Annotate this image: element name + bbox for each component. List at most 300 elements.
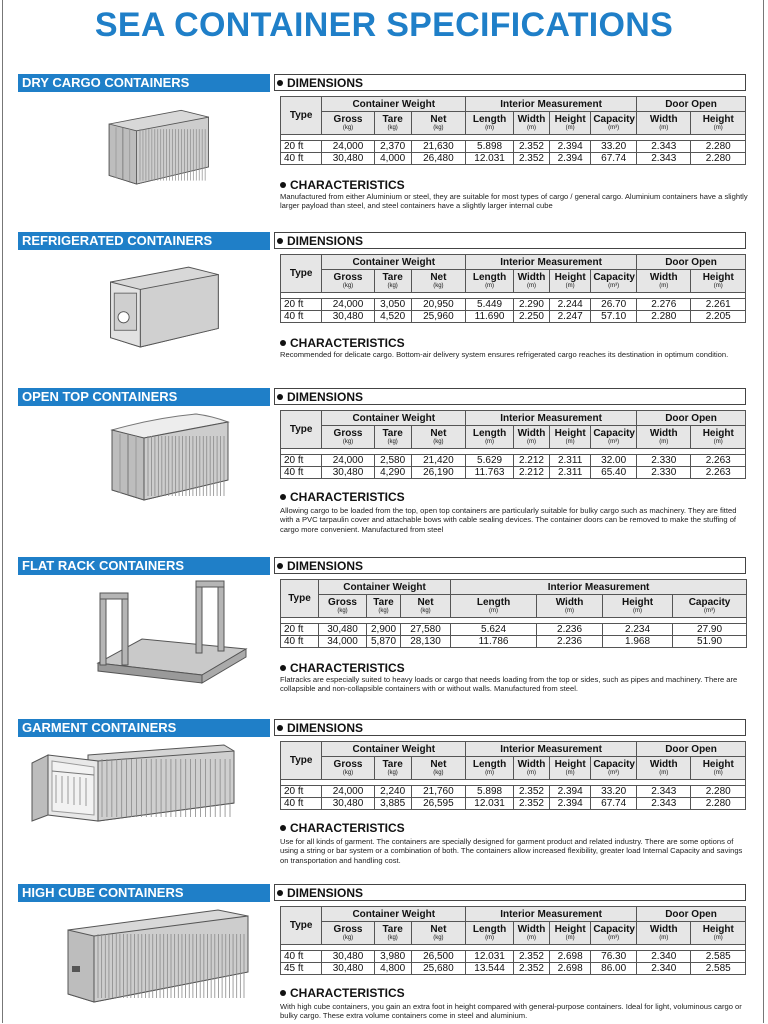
cell-length: 12.031: [466, 951, 514, 963]
col-height: [549, 270, 590, 293]
col-net: [411, 757, 465, 780]
container-section: [18, 74, 748, 214]
unit-label: (kg): [387, 438, 398, 445]
col-type: Type: [281, 580, 319, 618]
table-row: [281, 311, 746, 323]
cell-net: 28,130: [401, 636, 451, 648]
col-width-label: Width: [517, 758, 546, 770]
characteristics-label: CHARACTERISTICS: [290, 986, 405, 1000]
cell-capacity: 76.30: [591, 951, 637, 963]
characteristics-text: With high cube containers, you gain an extra foot in height compared with general-purpose containers. Ideal for light, voluminous cargo or bulky cargo. These extra volume containers come in steel and aluminium.: [280, 1002, 742, 1021]
col-width: [514, 270, 550, 293]
characteristics-label: CHARACTERISTICS: [290, 336, 405, 350]
unit-label: (kg): [342, 124, 354, 131]
col-gross: [322, 426, 374, 449]
spec-table: [280, 254, 746, 323]
cell-length: 13.544: [466, 963, 514, 975]
col-type: Type: [281, 255, 322, 293]
col-height-label: Height: [554, 923, 586, 935]
col-net-label: Net: [430, 758, 447, 770]
unit-label: (kg): [337, 607, 348, 614]
container-section: [18, 557, 748, 697]
table-row: [281, 624, 747, 636]
characteristics-heading: [280, 661, 405, 675]
unit-label: (m): [526, 282, 536, 289]
characteristics-label: CHARACTERISTICS: [290, 661, 405, 675]
group-interior-measurement: Interior Measurement: [466, 255, 637, 270]
cell-height: 2.698: [549, 963, 590, 975]
cell-net: 21,420: [411, 455, 465, 467]
unit-label: (m): [485, 282, 495, 289]
unit-label: (kg): [342, 934, 354, 941]
col-door-height-label: Height: [702, 758, 734, 770]
cell-gross: 30,480: [322, 311, 374, 323]
col-net: [411, 270, 465, 293]
table-row: [281, 963, 746, 975]
unit-label: (m³): [704, 607, 716, 614]
col-door-width: [637, 757, 691, 780]
col-length: [466, 426, 514, 449]
cell-height: 2.311: [549, 467, 590, 479]
cell-height: 2.247: [549, 311, 590, 323]
unit-label: (m): [565, 607, 575, 614]
col-length: [466, 270, 514, 293]
col-net: [411, 922, 465, 945]
group-container-weight: Container Weight: [322, 97, 466, 112]
characteristics-heading: [280, 178, 405, 192]
cell-door-height: 2.263: [691, 455, 746, 467]
col-length: [466, 922, 514, 945]
col-tare-label: Tare: [382, 427, 403, 439]
table-row: [281, 141, 746, 153]
unit-label: (m): [526, 934, 536, 941]
unit-label: (kg): [420, 607, 431, 614]
characteristics-text: Allowing cargo to be loaded from the top, open top containers are particularly suitable for bulky cargo such as machinery. They are fitted with a PVC tarpaulin cover and attachable bows with cable sealing devices. The container doors can be removed to make the stuffing of cargo more convenient. Manufactured from steel: [280, 506, 737, 534]
col-gross: [322, 112, 374, 135]
cell-type: 20 ft: [281, 141, 322, 153]
cell-capacity: 51.90: [673, 636, 747, 648]
cell-length: 5.629: [466, 455, 514, 467]
cell-net: 27,580: [401, 624, 451, 636]
cell-length: 11.786: [451, 636, 537, 648]
group-interior-measurement: Interior Measurement: [466, 411, 637, 426]
cell-door-width: 2.280: [637, 311, 691, 323]
col-net: [411, 112, 465, 135]
col-capacity-label: Capacity: [593, 758, 635, 770]
bullet-icon: [280, 182, 286, 188]
group-interior-measurement: Interior Measurement: [466, 907, 637, 922]
col-width-label: Width: [555, 596, 584, 608]
col-door-width-label: Width: [649, 758, 678, 770]
bullet-icon: [277, 80, 283, 86]
col-capacity-label: Capacity: [593, 427, 635, 439]
cell-length: 12.031: [466, 798, 514, 810]
col-door-width-label: Width: [649, 271, 678, 283]
col-width: [514, 426, 550, 449]
cell-width: 2.352: [514, 153, 550, 165]
col-door-height-label: Height: [702, 271, 734, 283]
cell-length: 5.898: [466, 786, 514, 798]
unit-label: (m): [659, 934, 669, 941]
cell-width: 2.212: [514, 467, 550, 479]
cell-net: 25,680: [411, 963, 465, 975]
cell-door-height: 2.280: [691, 798, 746, 810]
col-length: [451, 595, 537, 618]
cell-gross: 24,000: [322, 299, 374, 311]
col-width-label: Width: [517, 113, 546, 125]
col-width: [514, 757, 550, 780]
cell-tare: 3,885: [374, 798, 411, 810]
bullet-icon: [277, 563, 283, 569]
col-length: [466, 112, 514, 135]
unit-label: (m): [485, 438, 495, 445]
group-door-open: Door Open: [637, 97, 746, 112]
col-capacity: [673, 595, 747, 618]
cell-type: 40 ft: [281, 798, 322, 810]
cell-gross: 30,480: [322, 798, 374, 810]
dimensions-label: DIMENSIONS: [287, 886, 364, 900]
container-illustration: [48, 906, 254, 1013]
section-header: OPEN TOP CONTAINERS: [18, 388, 270, 406]
unit-label: (m): [565, 934, 575, 941]
col-gross-label: Gross: [333, 427, 363, 439]
cell-width: 2.236: [537, 624, 603, 636]
cell-capacity: 27.90: [673, 624, 747, 636]
cell-net: 26,190: [411, 467, 465, 479]
group-container-weight: Container Weight: [322, 255, 466, 270]
col-height-label: Height: [554, 271, 586, 283]
cell-tare: 4,290: [374, 467, 411, 479]
unit-label: (m): [659, 282, 669, 289]
cell-height: 2.698: [549, 951, 590, 963]
cell-door-height: 2.205: [691, 311, 746, 323]
col-tare: [374, 922, 411, 945]
unit-label: (kg): [433, 934, 444, 941]
unit-label: (m): [485, 934, 495, 941]
col-length-label: Length: [472, 758, 507, 770]
col-gross: [322, 270, 374, 293]
col-width-label: Width: [517, 923, 546, 935]
cell-type: 20 ft: [281, 299, 322, 311]
cell-type: 40 ft: [281, 467, 322, 479]
cell-net: 21,630: [411, 141, 465, 153]
page-title: SEA CONTAINER SPECIFICATIONS: [94, 6, 674, 44]
unit-label: (m): [659, 124, 669, 131]
bullet-icon: [280, 665, 286, 671]
col-door-height-label: Height: [702, 113, 734, 125]
col-tare: [367, 595, 401, 618]
col-type: Type: [281, 907, 322, 945]
cell-length: 12.031: [466, 153, 514, 165]
cell-height: 1.968: [603, 636, 673, 648]
col-length-label: Length: [472, 923, 507, 935]
unit-label: (m): [713, 438, 723, 445]
cell-door-width: 2.343: [637, 141, 691, 153]
col-door-height: [691, 426, 746, 449]
cell-type: 40 ft: [281, 951, 322, 963]
unit-label: (m): [713, 124, 723, 131]
col-door-height-label: Height: [702, 427, 734, 439]
dimensions-label: DIMENSIONS: [287, 559, 364, 573]
col-height: [549, 426, 590, 449]
cell-type: 40 ft: [281, 311, 322, 323]
dimensions-heading: [274, 74, 746, 91]
unit-label: (kg): [342, 282, 354, 289]
characteristics-heading: [280, 821, 405, 835]
group-interior-measurement: Interior Measurement: [451, 580, 747, 595]
col-capacity-label: Capacity: [593, 271, 635, 283]
container-illustration: [92, 579, 252, 692]
section-header: GARMENT CONTAINERS: [18, 719, 270, 737]
col-width: [514, 922, 550, 945]
col-gross-label: Gross: [333, 271, 363, 283]
dimensions-heading: [274, 719, 746, 736]
characteristics-label: CHARACTERISTICS: [290, 490, 405, 504]
bullet-icon: [280, 494, 286, 500]
group-door-open: Door Open: [637, 255, 746, 270]
unit-label: (m): [485, 124, 495, 131]
col-capacity: [591, 112, 637, 135]
unit-label: (m): [713, 934, 723, 941]
container-section: [18, 719, 748, 865]
section-header: HIGH CUBE CONTAINERS: [18, 884, 270, 902]
col-width: [514, 112, 550, 135]
cell-door-height: 2.585: [691, 963, 746, 975]
cell-gross: 30,480: [322, 153, 374, 165]
cell-gross: 24,000: [322, 141, 374, 153]
cell-type: 40 ft: [281, 636, 319, 648]
spec-table: [280, 96, 746, 165]
unit-label: (m): [526, 438, 536, 445]
cell-height: 2.394: [549, 786, 590, 798]
cell-net: 26,480: [411, 153, 465, 165]
cell-length: 11.690: [466, 311, 514, 323]
cell-type: 20 ft: [281, 786, 322, 798]
cell-width: 2.352: [514, 951, 550, 963]
cell-net: 20,950: [411, 299, 465, 311]
cell-height: 2.394: [549, 153, 590, 165]
dimensions-label: DIMENSIONS: [287, 721, 364, 735]
unit-label: (m): [713, 282, 723, 289]
cell-width: 2.236: [537, 636, 603, 648]
col-height-label: Height: [554, 427, 586, 439]
unit-label: (m³): [608, 124, 620, 131]
cell-tare: 2,900: [367, 624, 401, 636]
cell-capacity: 33.20: [591, 786, 637, 798]
bullet-icon: [280, 825, 286, 831]
col-height-label: Height: [621, 596, 654, 608]
col-door-width-label: Width: [649, 427, 678, 439]
spec-table: [280, 579, 747, 648]
dimensions-heading: [274, 232, 746, 249]
col-type: Type: [281, 742, 322, 780]
col-tare-label: Tare: [382, 758, 403, 770]
section-header: FLAT RACK CONTAINERS: [18, 557, 270, 575]
col-height: [549, 757, 590, 780]
group-door-open: Door Open: [637, 742, 746, 757]
cell-width: 2.250: [514, 311, 550, 323]
dimensions-heading: [274, 557, 746, 574]
cell-capacity: 32.00: [591, 455, 637, 467]
unit-label: (kg): [387, 124, 398, 131]
cell-gross: 30,480: [322, 467, 374, 479]
table-row: [281, 636, 747, 648]
cell-tare: 3,050: [374, 299, 411, 311]
col-tare: [374, 270, 411, 293]
cell-width: 2.290: [514, 299, 550, 311]
cell-tare: 4,000: [374, 153, 411, 165]
cell-width: 2.352: [514, 141, 550, 153]
col-door-width-label: Width: [649, 113, 678, 125]
cell-height: 2.234: [603, 624, 673, 636]
col-gross-label: Gross: [333, 113, 363, 125]
cell-length: 5.449: [466, 299, 514, 311]
col-tare-label: Tare: [382, 271, 403, 283]
cell-height: 2.394: [549, 141, 590, 153]
unit-label: (kg): [387, 769, 398, 776]
cell-type: 20 ft: [281, 624, 319, 636]
unit-label: (m): [526, 769, 536, 776]
cell-gross: 24,000: [322, 786, 374, 798]
unit-label: (kg): [433, 282, 444, 289]
cell-tare: 2,370: [374, 141, 411, 153]
table-row: [281, 786, 746, 798]
col-net: [401, 595, 451, 618]
cell-gross: 24,000: [322, 455, 374, 467]
unit-label: (kg): [387, 934, 398, 941]
cell-tare: 4,800: [374, 963, 411, 975]
cell-door-width: 2.343: [637, 153, 691, 165]
cell-tare: 4,520: [374, 311, 411, 323]
col-door-height: [691, 757, 746, 780]
characteristics-text: Recommended for delicate cargo. Bottom-air delivery system ensures refrigerated cargo reaches its destination in optimum condition.: [280, 350, 729, 359]
unit-label: (kg): [342, 769, 354, 776]
group-container-weight: Container Weight: [322, 411, 466, 426]
col-tare: [374, 757, 411, 780]
section-header: DRY CARGO CONTAINERS: [18, 74, 270, 92]
cell-capacity: 67.74: [591, 153, 637, 165]
group-door-open: Door Open: [637, 411, 746, 426]
cell-type: 45 ft: [281, 963, 322, 975]
characteristics-text: Flatracks are especially suited to heavy loads or cargo that needs loading from the top or sides, such as pipes and machinery. There are collapsible and non-collapsible containers with or without walls. Manufactured from steel.: [280, 675, 738, 694]
unit-label: (m): [526, 124, 536, 131]
unit-label: (kg): [433, 769, 444, 776]
col-length-label: Length: [472, 427, 507, 439]
unit-label: (m³): [608, 438, 620, 445]
col-door-height-label: Height: [702, 923, 734, 935]
col-capacity-label: Capacity: [593, 113, 635, 125]
cell-length: 11.763: [466, 467, 514, 479]
characteristics-heading: [280, 336, 405, 350]
col-gross: [319, 595, 367, 618]
col-door-width-label: Width: [649, 923, 678, 935]
cell-door-height: 2.280: [691, 786, 746, 798]
unit-label: (m): [659, 769, 669, 776]
unit-label: (kg): [433, 124, 444, 131]
table-row: [281, 467, 746, 479]
col-door-height: [691, 270, 746, 293]
col-door-height: [691, 922, 746, 945]
cell-door-width: 2.340: [637, 951, 691, 963]
spec-table: [280, 906, 746, 975]
group-interior-measurement: Interior Measurement: [466, 97, 637, 112]
characteristics-text: Manufactured from either Aluminium or steel, they are suitable for most types of cargo / general cargo. Aluminium containers have a slightly larger payload than steel, and steel containers have a slightly larger internal cube: [280, 192, 748, 211]
table-row: [281, 153, 746, 165]
cell-net: 25,960: [411, 311, 465, 323]
cell-width: 2.212: [514, 455, 550, 467]
cell-door-width: 2.343: [637, 786, 691, 798]
unit-label: (m): [633, 607, 643, 614]
unit-label: (kg): [433, 438, 444, 445]
col-tare-label: Tare: [382, 113, 403, 125]
col-height: [549, 922, 590, 945]
cell-width: 2.352: [514, 798, 550, 810]
bullet-icon: [280, 990, 286, 996]
col-length-label: Length: [472, 113, 507, 125]
cell-type: 40 ft: [281, 153, 322, 165]
dimensions-label: DIMENSIONS: [287, 76, 364, 90]
col-gross-label: Gross: [333, 758, 363, 770]
unit-label: (m): [565, 769, 575, 776]
characteristics-text: Use for all kinds of garment. The containers are specially designed for garment product and related industry. There are some options of using a string or bar system or a combination of both. The containers allow increased flexibility, greater load Internal Capacity and savings on transportation and handling cost.: [280, 837, 743, 865]
bullet-icon: [280, 340, 286, 346]
cell-door-height: 2.585: [691, 951, 746, 963]
col-capacity-label: Capacity: [593, 923, 635, 935]
unit-label: (m): [565, 438, 575, 445]
cell-door-height: 2.263: [691, 467, 746, 479]
table-row: [281, 798, 746, 810]
col-net-label: Net: [417, 596, 434, 608]
col-gross: [322, 922, 374, 945]
cell-net: 26,595: [411, 798, 465, 810]
cell-tare: 3,980: [374, 951, 411, 963]
col-door-width: [637, 112, 691, 135]
cell-height: 2.311: [549, 455, 590, 467]
col-door-width: [637, 426, 691, 449]
cell-door-width: 2.330: [637, 455, 691, 467]
cell-capacity: 57.10: [591, 311, 637, 323]
cell-net: 26,500: [411, 951, 465, 963]
bullet-icon: [277, 890, 283, 896]
cell-door-width: 2.276: [637, 299, 691, 311]
col-net-label: Net: [430, 923, 447, 935]
cell-tare: 2,580: [374, 455, 411, 467]
dimensions-heading: [274, 388, 746, 405]
cell-width: 2.352: [514, 786, 550, 798]
cell-door-height: 2.261: [691, 299, 746, 311]
container-section: [18, 884, 748, 1024]
dimensions-label: DIMENSIONS: [287, 390, 364, 404]
unit-label: (m): [565, 124, 575, 131]
unit-label: (kg): [378, 607, 389, 614]
cell-height: 2.244: [549, 299, 590, 311]
unit-label: (m): [489, 607, 499, 614]
unit-label: (m³): [608, 282, 620, 289]
group-door-open: Door Open: [637, 907, 746, 922]
cell-gross: 30,480: [322, 963, 374, 975]
table-row: [281, 455, 746, 467]
col-length-label: Length: [476, 596, 511, 608]
container-illustration: [92, 256, 222, 365]
characteristics-label: CHARACTERISTICS: [290, 178, 405, 192]
col-height: [549, 112, 590, 135]
container-section: [18, 232, 748, 372]
col-height: [603, 595, 673, 618]
col-capacity-label: Capacity: [688, 596, 731, 608]
cell-capacity: 86.00: [591, 963, 637, 975]
col-length-label: Length: [472, 271, 507, 283]
characteristics-heading: [280, 986, 405, 1000]
